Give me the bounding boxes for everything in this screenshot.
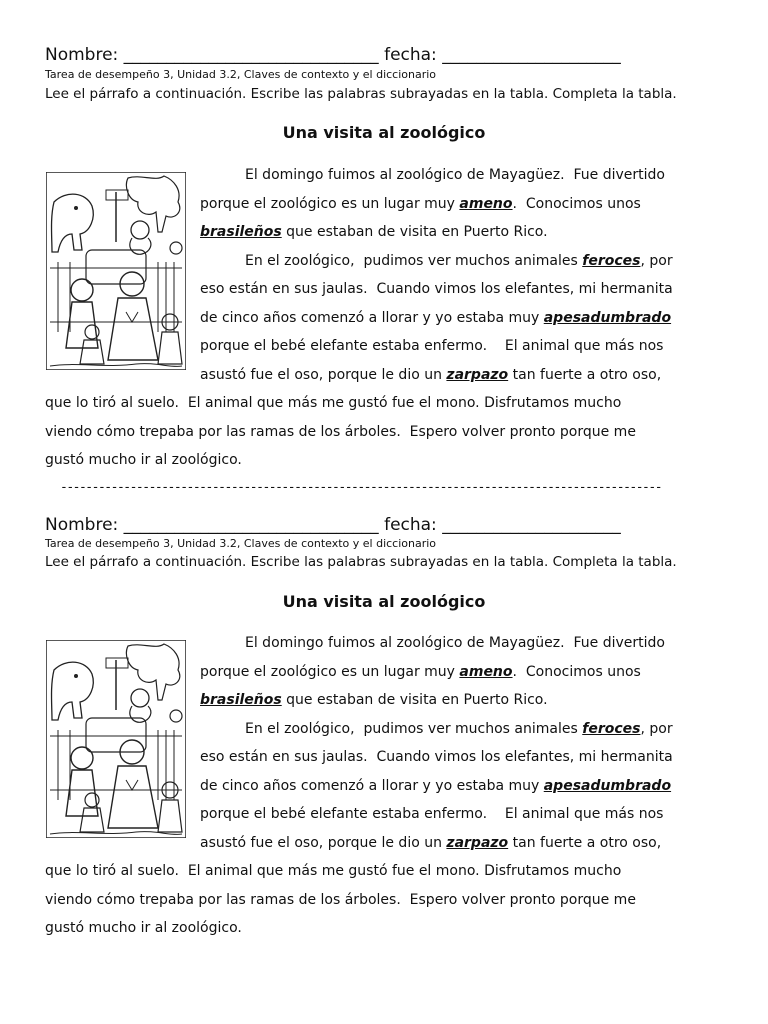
paragraph-line [200,309,671,327]
paragraph-text: viendo cómo trepaba por las ramas de los árboles. Espero volver pronto porque me [45,891,636,908]
underlined-keyword: ameno [459,195,513,212]
paragraph-line [200,280,673,298]
cut-line-divider: ----------------------------------------------------------------------------------------------- [60,480,662,495]
paragraph-line [200,805,663,823]
paragraph-line [245,252,673,270]
story-title: Una visita al zoológico [282,592,486,611]
paragraph-line [200,366,661,384]
paragraph-text: tan fuerte a otro oso, [508,834,662,851]
paragraph-line [200,195,641,213]
paragraph-line [200,777,671,795]
paragraph-text: que estaban de visita en Puerto Rico. [281,224,548,240]
paragraph-text: eso están en sus jaulas. Cuando vimos los elefantes, mi hermanita [200,749,673,765]
paragraph-text: . Conocimos unos [512,195,641,212]
nombre-fecha-line: Nombre: ______________________________ fecha: _____________________ [45,515,621,535]
paragraph-text: , por [640,720,673,737]
paragraph-line [45,891,636,909]
paragraph-text: asustó fue el oso, porque le dio un [200,834,447,851]
paragraph-text: viendo cómo trepaba por las ramas de los árboles. Espero volver pronto porque me [45,423,636,440]
paragraph-line [45,919,242,937]
underlined-keyword: apesadumbrado [543,777,672,794]
paragraph-line [200,337,663,355]
paragraph-text: que estaban de visita en Puerto Rico. [281,692,548,708]
paragraph-line [245,634,665,652]
paragraph-text: que lo tiró al suelo. El animal que más me gustó fue el mono. Disfrutamos mucho [45,395,622,411]
paragraph-line [200,663,641,681]
paragraph-line [200,748,673,766]
paragraph-text: tan fuerte a otro oso, [508,366,662,383]
paragraph-text: . Conocimos unos [512,663,641,680]
underlined-keyword: brasileños [200,224,282,240]
paragraph-text: El domingo fuimos al zoológico de Mayagüez. Fue divertido [245,167,665,183]
paragraph-line [245,720,673,738]
paragraph-line [200,691,548,709]
paragraph-text: , por [640,252,673,269]
assignment-subtitle: Tarea de desempeño 3, Unidad 3.2, Claves de contexto y el diccionario [45,68,437,81]
underlined-keyword: ameno [459,663,513,680]
underlined-keyword: feroces [582,252,641,269]
paragraph-text: porque el zoológico es un lugar muy [200,663,460,680]
zoo-family-illustration [46,172,186,370]
underlined-keyword: feroces [582,720,641,737]
paragraph-line [245,166,665,184]
paragraph-text: gustó mucho ir al zoológico. [45,920,242,936]
paragraph-line [45,862,621,880]
paragraph-text: que lo tiró al suelo. El animal que más me gustó fue el mono. Disfrutamos mucho [45,863,622,879]
paragraph-text: de cinco años comenzó a llorar y yo estaba muy [200,309,544,326]
paragraph-text: gustó mucho ir al zoológico. [45,452,242,468]
paragraph-text: porque el zoológico es un lugar muy [200,195,460,212]
paragraph-line [45,394,621,412]
paragraph-text: En el zoológico, pudimos ver muchos animales [245,720,583,737]
paragraph-text: porque el bebé elefante estaba enfermo. El animal que más nos [200,338,664,354]
assignment-subtitle: Tarea de desempeño 3, Unidad 3.2, Claves de contexto y el diccionario [45,537,437,550]
underlined-keyword: brasileños [200,692,282,708]
instructions: Lee el párrafo a continuación. Escribe las palabras subrayadas en la tabla. Completa la tabla. [45,554,677,570]
zoo-family-illustration [46,640,186,838]
underlined-keyword: zarpazo [446,366,509,383]
paragraph-line [200,223,548,241]
nombre-fecha-line: Nombre: ______________________________ fecha: _____________________ [45,45,621,65]
paragraph-text: El domingo fuimos al zoológico de Mayagüez. Fue divertido [245,635,665,651]
paragraph-line [200,834,661,852]
instructions: Lee el párrafo a continuación. Escribe las palabras subrayadas en la tabla. Completa la tabla. [45,86,677,102]
story-title: Una visita al zoológico [282,123,486,142]
paragraph-text: En el zoológico, pudimos ver muchos animales [245,252,583,269]
paragraph-text: asustó fue el oso, porque le dio un [200,366,447,383]
paragraph-line [45,423,636,441]
underlined-keyword: apesadumbrado [543,309,672,326]
paragraph-line [45,451,242,469]
paragraph-text: eso están en sus jaulas. Cuando vimos los elefantes, mi hermanita [200,281,673,297]
paragraph-text: porque el bebé elefante estaba enfermo. El animal que más nos [200,806,664,822]
paragraph-text: de cinco años comenzó a llorar y yo estaba muy [200,777,544,794]
underlined-keyword: zarpazo [446,834,509,851]
